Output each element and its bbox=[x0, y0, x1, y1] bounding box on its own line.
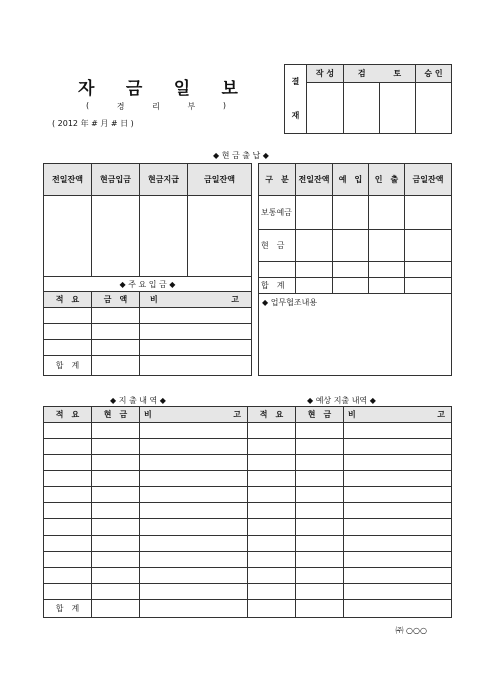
expense-cell[interactable] bbox=[44, 423, 92, 439]
approval-box bbox=[284, 64, 452, 134]
expense-cell[interactable] bbox=[92, 455, 140, 471]
expense-total-label: 합 계 bbox=[44, 599, 92, 617]
table-row bbox=[44, 455, 452, 471]
expected-expense-title: ◆ 예상 지출 내역 ◆ bbox=[307, 396, 376, 405]
cash-cell[interactable] bbox=[140, 196, 188, 277]
expense-cell[interactable] bbox=[296, 583, 344, 599]
approval-sign-cell[interactable] bbox=[344, 82, 380, 133]
expense-cell[interactable] bbox=[44, 471, 92, 487]
expense-cell[interactable] bbox=[344, 487, 452, 503]
expense-cell[interactable] bbox=[344, 567, 452, 583]
expense-cell[interactable] bbox=[248, 503, 296, 519]
table-row bbox=[44, 340, 252, 356]
expense-cell[interactable] bbox=[248, 487, 296, 503]
approval-label: 결 재 bbox=[285, 65, 307, 134]
approval-sign-cell[interactable] bbox=[307, 82, 344, 133]
table-row bbox=[44, 439, 452, 455]
approval-col-review-a: 검 bbox=[344, 65, 380, 83]
report-date: ( 2012 年 # 月 # 日 ) bbox=[52, 119, 134, 128]
expense-cell[interactable] bbox=[248, 535, 296, 551]
acct-col-withdraw: 인 출 bbox=[369, 164, 405, 196]
department-label: ( 경 리 부 ) bbox=[86, 101, 226, 111]
expense-cell[interactable] bbox=[248, 519, 296, 535]
income-title: ◆ 주 요 입 금 ◆ bbox=[44, 277, 252, 292]
cash-flow-title: ◆ 현 금 출 납 ◆ bbox=[213, 151, 269, 160]
approval-col-approve: 승 인 bbox=[416, 65, 452, 83]
company-stamp: ㈜ ○○○ bbox=[395, 626, 427, 635]
expense-cell[interactable] bbox=[44, 455, 92, 471]
acct-col-today: 금일잔액 bbox=[405, 164, 452, 196]
exp2-col-note-a: 비 bbox=[344, 407, 399, 423]
expense-cell[interactable] bbox=[248, 471, 296, 487]
table-row bbox=[44, 583, 452, 599]
expense-cell[interactable] bbox=[344, 471, 452, 487]
expense-cell[interactable] bbox=[296, 439, 344, 455]
expense-table bbox=[43, 406, 452, 618]
expense-cell[interactable] bbox=[296, 503, 344, 519]
expense-cell[interactable] bbox=[248, 567, 296, 583]
expense-cell[interactable] bbox=[92, 471, 140, 487]
expense-cell[interactable] bbox=[92, 519, 140, 535]
expense-cell[interactable] bbox=[248, 423, 296, 439]
income-col-desc: 적 요 bbox=[44, 292, 92, 308]
expense-cell[interactable] bbox=[140, 583, 248, 599]
expense-cell[interactable] bbox=[92, 583, 140, 599]
expense-cell[interactable] bbox=[248, 551, 296, 567]
row-label-cash: 현 금 bbox=[259, 230, 296, 262]
expense-cell[interactable] bbox=[92, 439, 140, 455]
income-col-note-b: 고 bbox=[218, 292, 252, 308]
exp2-col-cash: 현 금 bbox=[296, 407, 344, 423]
memo-label: ◆ 업무협조내용 bbox=[262, 298, 318, 307]
expense-cell[interactable] bbox=[344, 423, 452, 439]
expense-cell[interactable] bbox=[92, 567, 140, 583]
cash-cell[interactable] bbox=[44, 196, 92, 277]
expense-cell[interactable] bbox=[140, 519, 248, 535]
expense-cell[interactable] bbox=[44, 551, 92, 567]
table-row bbox=[44, 487, 452, 503]
expense-cell[interactable] bbox=[344, 519, 452, 535]
expense-cell[interactable] bbox=[44, 567, 92, 583]
expense-cell[interactable] bbox=[344, 583, 452, 599]
exp-col-note-b: 고 bbox=[195, 407, 248, 423]
expense-cell[interactable] bbox=[296, 535, 344, 551]
cash-cell[interactable] bbox=[92, 196, 140, 277]
exp-col-cash: 현 금 bbox=[92, 407, 140, 423]
expense-cell[interactable] bbox=[296, 567, 344, 583]
col-prev-balance: 전일잔액 bbox=[44, 164, 92, 196]
expense-cell[interactable] bbox=[344, 503, 452, 519]
table-row bbox=[44, 535, 452, 551]
expense-cell[interactable] bbox=[140, 455, 248, 471]
expense-cell[interactable] bbox=[248, 439, 296, 455]
title-char: 보 bbox=[221, 79, 238, 99]
expense-cell[interactable] bbox=[344, 535, 452, 551]
col-today-balance: 금일잔액 bbox=[188, 164, 252, 196]
exp-col-desc: 적 요 bbox=[44, 407, 92, 423]
approval-col-writer: 작 성 bbox=[307, 65, 344, 83]
expense-title: ◆ 지 출 내 역 ◆ bbox=[110, 396, 166, 405]
table-row bbox=[44, 324, 252, 340]
expense-cell[interactable] bbox=[140, 503, 248, 519]
expense-cell[interactable] bbox=[44, 519, 92, 535]
acct-col-type: 구 분 bbox=[259, 164, 296, 196]
expense-cell[interactable] bbox=[92, 423, 140, 439]
expense-cell[interactable] bbox=[92, 551, 140, 567]
table-row bbox=[44, 519, 452, 535]
acct-col-deposit: 예 입 bbox=[333, 164, 369, 196]
expense-cell[interactable] bbox=[140, 487, 248, 503]
table-row bbox=[44, 567, 452, 583]
table-row bbox=[44, 308, 252, 324]
income-total-label: 합 계 bbox=[44, 356, 92, 376]
exp2-col-note-b: 고 bbox=[399, 407, 452, 423]
approval-sign-cell[interactable] bbox=[380, 82, 416, 133]
approval-sign-cell[interactable] bbox=[416, 82, 452, 133]
title-char: 자 bbox=[78, 79, 95, 99]
expense-cell[interactable] bbox=[140, 439, 248, 455]
table-row bbox=[44, 551, 452, 567]
exp-col-note-a: 비 bbox=[140, 407, 195, 423]
row-label-savings: 보통예금 bbox=[259, 196, 296, 230]
expense-cell[interactable] bbox=[296, 455, 344, 471]
expense-cell[interactable] bbox=[296, 471, 344, 487]
approval-col-review-b: 토 bbox=[380, 65, 416, 83]
col-cash-out: 현금지급 bbox=[140, 164, 188, 196]
memo-area[interactable] bbox=[259, 294, 452, 376]
expense-cell[interactable] bbox=[296, 519, 344, 535]
expense-cell[interactable] bbox=[92, 487, 140, 503]
cash-summary-table bbox=[43, 163, 252, 376]
cash-cell[interactable] bbox=[188, 196, 252, 277]
expense-cell[interactable] bbox=[44, 583, 92, 599]
table-row bbox=[44, 423, 452, 439]
expense-cell[interactable] bbox=[44, 535, 92, 551]
table-row bbox=[44, 503, 452, 519]
expense-cell[interactable] bbox=[44, 487, 92, 503]
row-label-total: 합 계 bbox=[259, 278, 296, 294]
expense-cell[interactable] bbox=[140, 567, 248, 583]
expense-cell[interactable] bbox=[344, 455, 452, 471]
title-char: 일 bbox=[173, 79, 191, 99]
cash-account-table bbox=[258, 163, 452, 376]
expense-cell[interactable] bbox=[344, 551, 452, 567]
expense-cell[interactable] bbox=[44, 503, 92, 519]
expense-cell[interactable] bbox=[140, 471, 248, 487]
acct-col-prev: 전일잔액 bbox=[296, 164, 333, 196]
expense-cell[interactable] bbox=[140, 535, 248, 551]
title-char: 금 bbox=[125, 79, 143, 99]
expense-cell[interactable] bbox=[296, 423, 344, 439]
expense-cell[interactable] bbox=[248, 455, 296, 471]
expense-cell[interactable] bbox=[344, 439, 452, 455]
income-col-note-a: 비 bbox=[140, 292, 218, 308]
expense-cell[interactable] bbox=[248, 583, 296, 599]
expense-cell[interactable] bbox=[140, 423, 248, 439]
expense-cell[interactable] bbox=[44, 439, 92, 455]
table-row bbox=[44, 471, 452, 487]
expense-cell[interactable] bbox=[140, 551, 248, 567]
col-cash-in: 현금입금 bbox=[92, 164, 140, 196]
page-title bbox=[78, 74, 238, 99]
expense-cell[interactable] bbox=[92, 535, 140, 551]
income-col-amount: 금 액 bbox=[92, 292, 140, 308]
expense-cell[interactable] bbox=[92, 503, 140, 519]
expense-cell[interactable] bbox=[296, 551, 344, 567]
exp2-col-desc: 적 요 bbox=[248, 407, 296, 423]
expense-cell[interactable] bbox=[296, 487, 344, 503]
